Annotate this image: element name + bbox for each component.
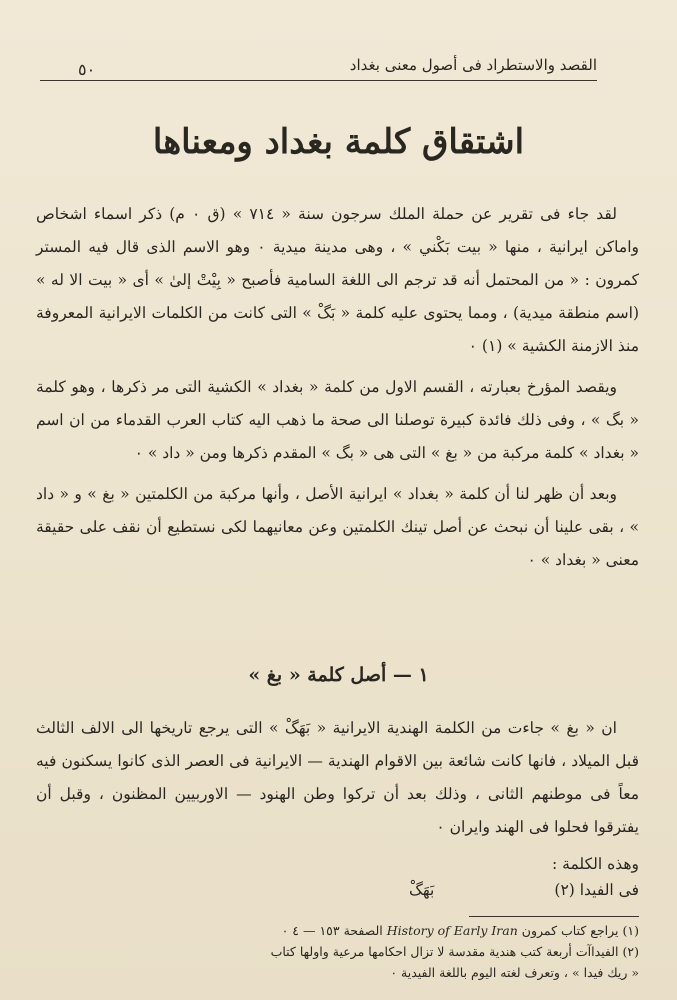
paragraph-3: وبعد أن ظهر لنا أن كلمة « بغداد » ايرانية الأصل ، وأنها مركبة من الكلمتين « بغ » و « داد » ، بقى علينا أن نبحث عن أصل تينك الكلمتين وعن معانيهما لكى نستطيع أن نقف على حقيقة معنى « بغداد » ٠	[36, 485, 639, 569]
lead-line: وهذه الكلمة :	[552, 855, 639, 873]
footnote-2-line-2: « ريك فيدا » ، وتعرف لغته اليوم باللغة الفيدية ٠	[390, 965, 639, 980]
section-paragraph: ان « بغ » جاءت من الكلمة الهندية الايرانية « بَهَگْ » التى يرجع تاريخها الى الالف الثالث قبل الميلاد ، فانها كانت شائعة بين الاقوام الهندية — الايرانية فى العصر الذى كانوا يسكنون فيه معاً فى موطنهم الثانى ، وذلك بعد أن تركوا وطن الهنود — الاوربيين المظنون ، وقبل أن يفترقوا فحلوا فى الهند وايران ٠	[36, 719, 639, 836]
footnote-1-prefix: (١) يراجع كتاب كمرون	[521, 923, 639, 938]
section-text	[36, 712, 639, 844]
section-heading: ١ — أصل كلمة « بغ »	[248, 664, 429, 686]
footnote-divider	[469, 916, 639, 917]
footnote-1-suffix: الصفحة ١٥٣ — ٤ ٠	[281, 923, 383, 938]
running-title: القصد والاستطراد فى أصول معنى بغداد	[349, 56, 597, 74]
running-header	[40, 50, 597, 81]
paragraph-2: ويقصد المؤرخ بعبارته ، القسم الاول من كلمة « بغداد » الكشية التى مر ذكرها ، وهو كلمة « بگ » ، وفى ذلك فائدة كبيرة توصلنا الى صحة ما ذهب اليه كتاب العرب القدماء من ان اسم « بغداد » كلمة مركبة من « بغ » التى هى « بگ » المقدم ذكرها ومن « داد » ٠	[36, 378, 639, 462]
term-word: بَهَگْ	[409, 881, 435, 899]
footnote-2-line-1: (٢) الفيداآت أربعة كتب هندية مقدسة لا تزال احكامها مرعية واولها كتاب	[270, 944, 639, 959]
term-source: فى الفيدا (٢)	[554, 881, 639, 899]
footnotes	[36, 920, 639, 983]
term-line	[36, 874, 639, 907]
footnote-1-book-title: History of Early Iran	[386, 923, 518, 938]
footnote-1	[36, 920, 639, 941]
chapter-title: اشتقاق كلمة بغداد ومعناها	[152, 122, 525, 162]
page-number: ٥٠	[78, 60, 96, 79]
main-text	[36, 198, 639, 585]
paragraph-1: لقد جاء فى تقرير عن حملة الملك سرجون سنة « ٧١٤ » (ق ٠ م) ذكر اسماء اشخاص واماكن ايرانية ، منها « بيت بَكْني » ، وهى مدينة ميدية ٠ وهو الاسم الذى قال فيه المستر كمرون : « من المحتمل أنه قد ترجم الى اللغة السامية فأصبح « بِيْتْ إلىٰ » أى « بيت الا له » (اسم منطقة ميدية) ، ومما يحتوى عليه كلمة « بَگْ » التى كانت من الكلمات الايرانية المعروفة منذ الازمنة الكشية » (١) ٠	[36, 205, 639, 355]
